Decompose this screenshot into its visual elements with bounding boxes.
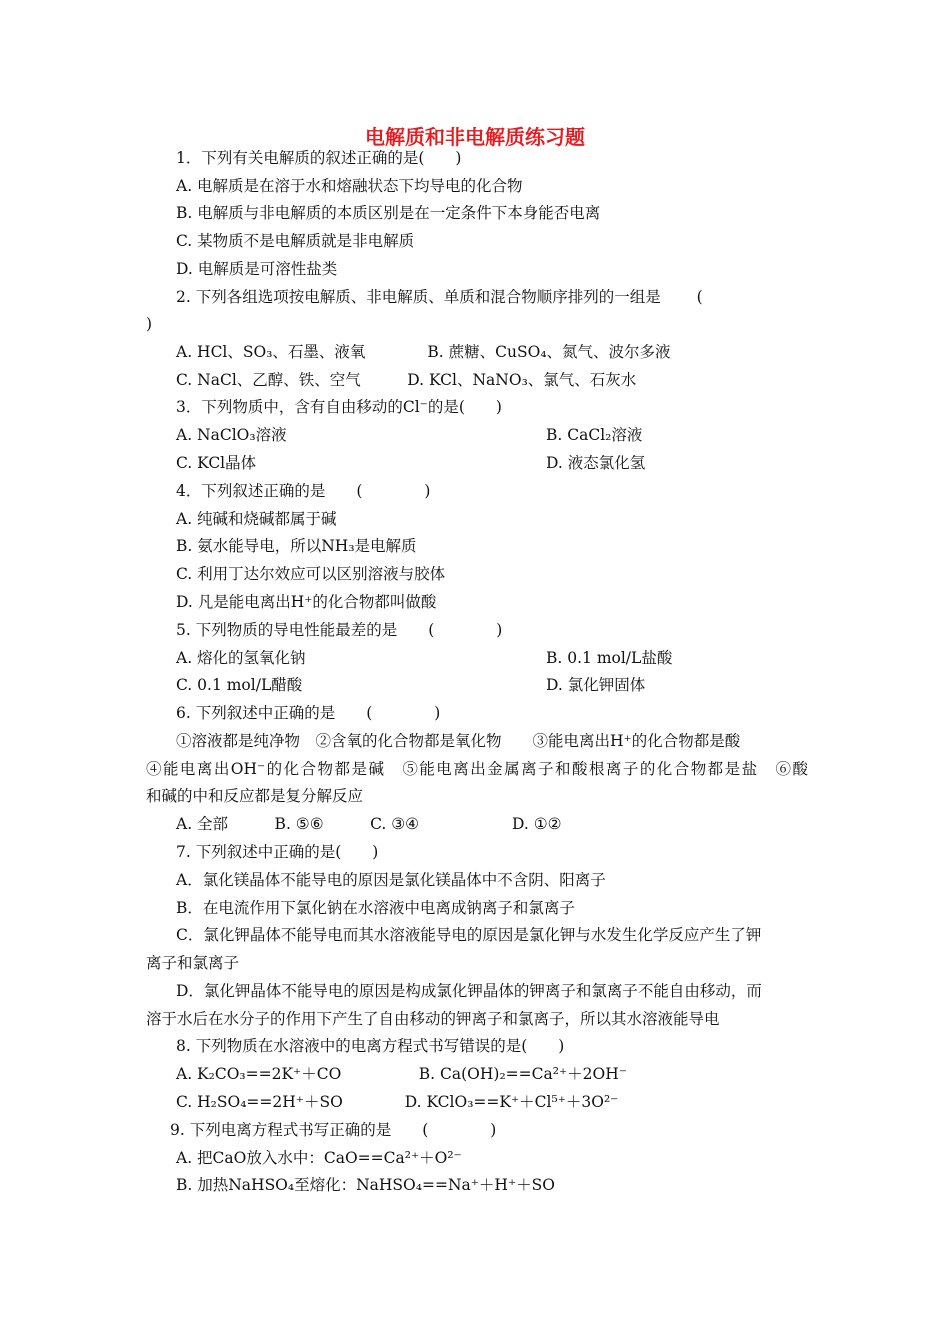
question-4-stem: 4．下列叙述正确的是 ( )	[176, 482, 431, 500]
question-9-option-b: B. 加热NaHSO₄至熔化：NaHSO₄==Na⁺＋H⁺＋SO	[176, 1176, 555, 1194]
question-3-option-b: B. CaCl₂溶液	[546, 426, 643, 444]
question-7-option-a: A．氯化镁晶体不能导电的原因是氯化镁晶体中不含阴、阳离子	[176, 871, 606, 889]
question-1-option-b: B. 电解质与非电解质的本质区别是在一定条件下本身能否电离	[176, 204, 601, 222]
question-5-option-d: D. 氯化钾固体	[546, 676, 646, 694]
question-4-option-c: C. 利用丁达尔效应可以区别溶液与胶体	[176, 565, 446, 583]
question-8-stem: 8. 下列物质在水溶液中的电离方程式书写错误的是( )	[176, 1037, 565, 1055]
question-2-options-cd: C. NaCl、乙醇、铁、空气 D. KCl、NaNO₃、氯气、石灰水	[176, 371, 637, 389]
question-3-option-c: C. KCl晶体	[176, 454, 257, 472]
question-3-option-d: D. 液态氯化氢	[546, 454, 646, 472]
question-1-option-a: A. 电解质是在溶于水和熔融状态下均导电的化合物	[176, 177, 523, 195]
question-8-options-ab: A. K₂CO₃==2K⁺＋CO B. Ca(OH)₂==Ca²⁺＋2OH⁻	[176, 1065, 627, 1083]
question-6-stem: 6. 下列叙述中正确的是 ( )	[176, 704, 441, 722]
question-5-option-b: B. 0.1 mol/L盐酸	[546, 649, 673, 667]
question-3-option-a: A. NaClO₃溶液	[176, 426, 287, 444]
question-6-statement-line1: ①溶液都是纯净物 ②含氧的化合物都是氧化物 ③能电离出H⁺的化合物都是酸	[176, 732, 741, 750]
question-4-option-b: B. 氨水能导电，所以NH₃是电解质	[176, 537, 417, 555]
question-2-options-ab: A. HCl、SO₃、石墨、液氧 B. 蔗糖、CuSO₄、氮气、波尔多液	[176, 343, 671, 361]
question-5-option-c: C. 0.1 mol/L醋酸	[176, 676, 303, 694]
question-1-option-d: D. 电解质是可溶性盐类	[176, 260, 338, 278]
question-9-stem: 9. 下列电离方程式书写正确的是 ( )	[170, 1121, 497, 1139]
question-9-option-a: A. 把CaO放入水中：CaO==Ca²⁺＋O²⁻	[176, 1149, 462, 1167]
question-2-stem-line1: 2. 下列各组选项按电解质、非电解质、单质和混合物顺序排列的一组是 (	[176, 288, 703, 306]
question-7-option-d-line1: D．氯化钾晶体不能导电的原因是构成氯化钾晶体的钾离子和氯离子不能自由移动，而	[176, 982, 762, 1000]
question-7-option-d-line2: 溶于水后在水分子的作用下产生了自由移动的钾离子和氯离子，所以其水溶液能导电	[146, 1010, 720, 1028]
question-4-option-a: A. 纯碱和烧碱都属于碱	[176, 510, 337, 528]
question-6-statement-line2: ④能电离出OH⁻的化合物都是碱 ⑤能电离出金属离子和酸根离子的化合物都是盐 ⑥酸	[146, 760, 808, 778]
question-7-option-c-line2: 离子和氯离子	[146, 954, 240, 972]
question-4-option-d: D. 凡是能电离出H⁺的化合物都叫做酸	[176, 593, 437, 611]
question-7-stem: 7. 下列叙述中正确的是( )	[176, 843, 379, 861]
question-3-stem: 3．下列物质中，含有自由移动的Cl⁻的是( )	[176, 398, 502, 416]
question-7-option-b: B．在电流作用下氯化钠在水溶液中电离成钠离子和氯离子	[176, 899, 575, 917]
question-7-option-c-line1: C．氯化钾晶体不能导电而其水溶液能导电的原因是氯化钾与水发生化学反应产生了钾	[176, 926, 762, 944]
question-6-options: A. 全部 B. ⑤⑥ C. ③④ D. ①②	[176, 815, 562, 833]
question-1-option-c: C. 某物质不是电解质就是非电解质	[176, 232, 415, 250]
question-1-stem: 1．下列有关电解质的叙述正确的是( )	[176, 149, 462, 167]
question-8-options-cd: C. H₂SO₄==2H⁺＋SO D. KClO₃==K⁺＋Cl⁵⁺＋3O²⁻	[176, 1093, 619, 1111]
page-title: 电解质和非电解质练习题	[365, 125, 585, 149]
question-6-statement-line3: 和碱的中和反应都是复分解反应	[146, 787, 364, 805]
question-5-stem: 5. 下列物质的导电性能最差的是 ( )	[176, 621, 503, 639]
question-5-option-a: A. 熔化的氢氧化钠	[176, 649, 306, 667]
question-2-stem-line2: )	[146, 315, 153, 333]
